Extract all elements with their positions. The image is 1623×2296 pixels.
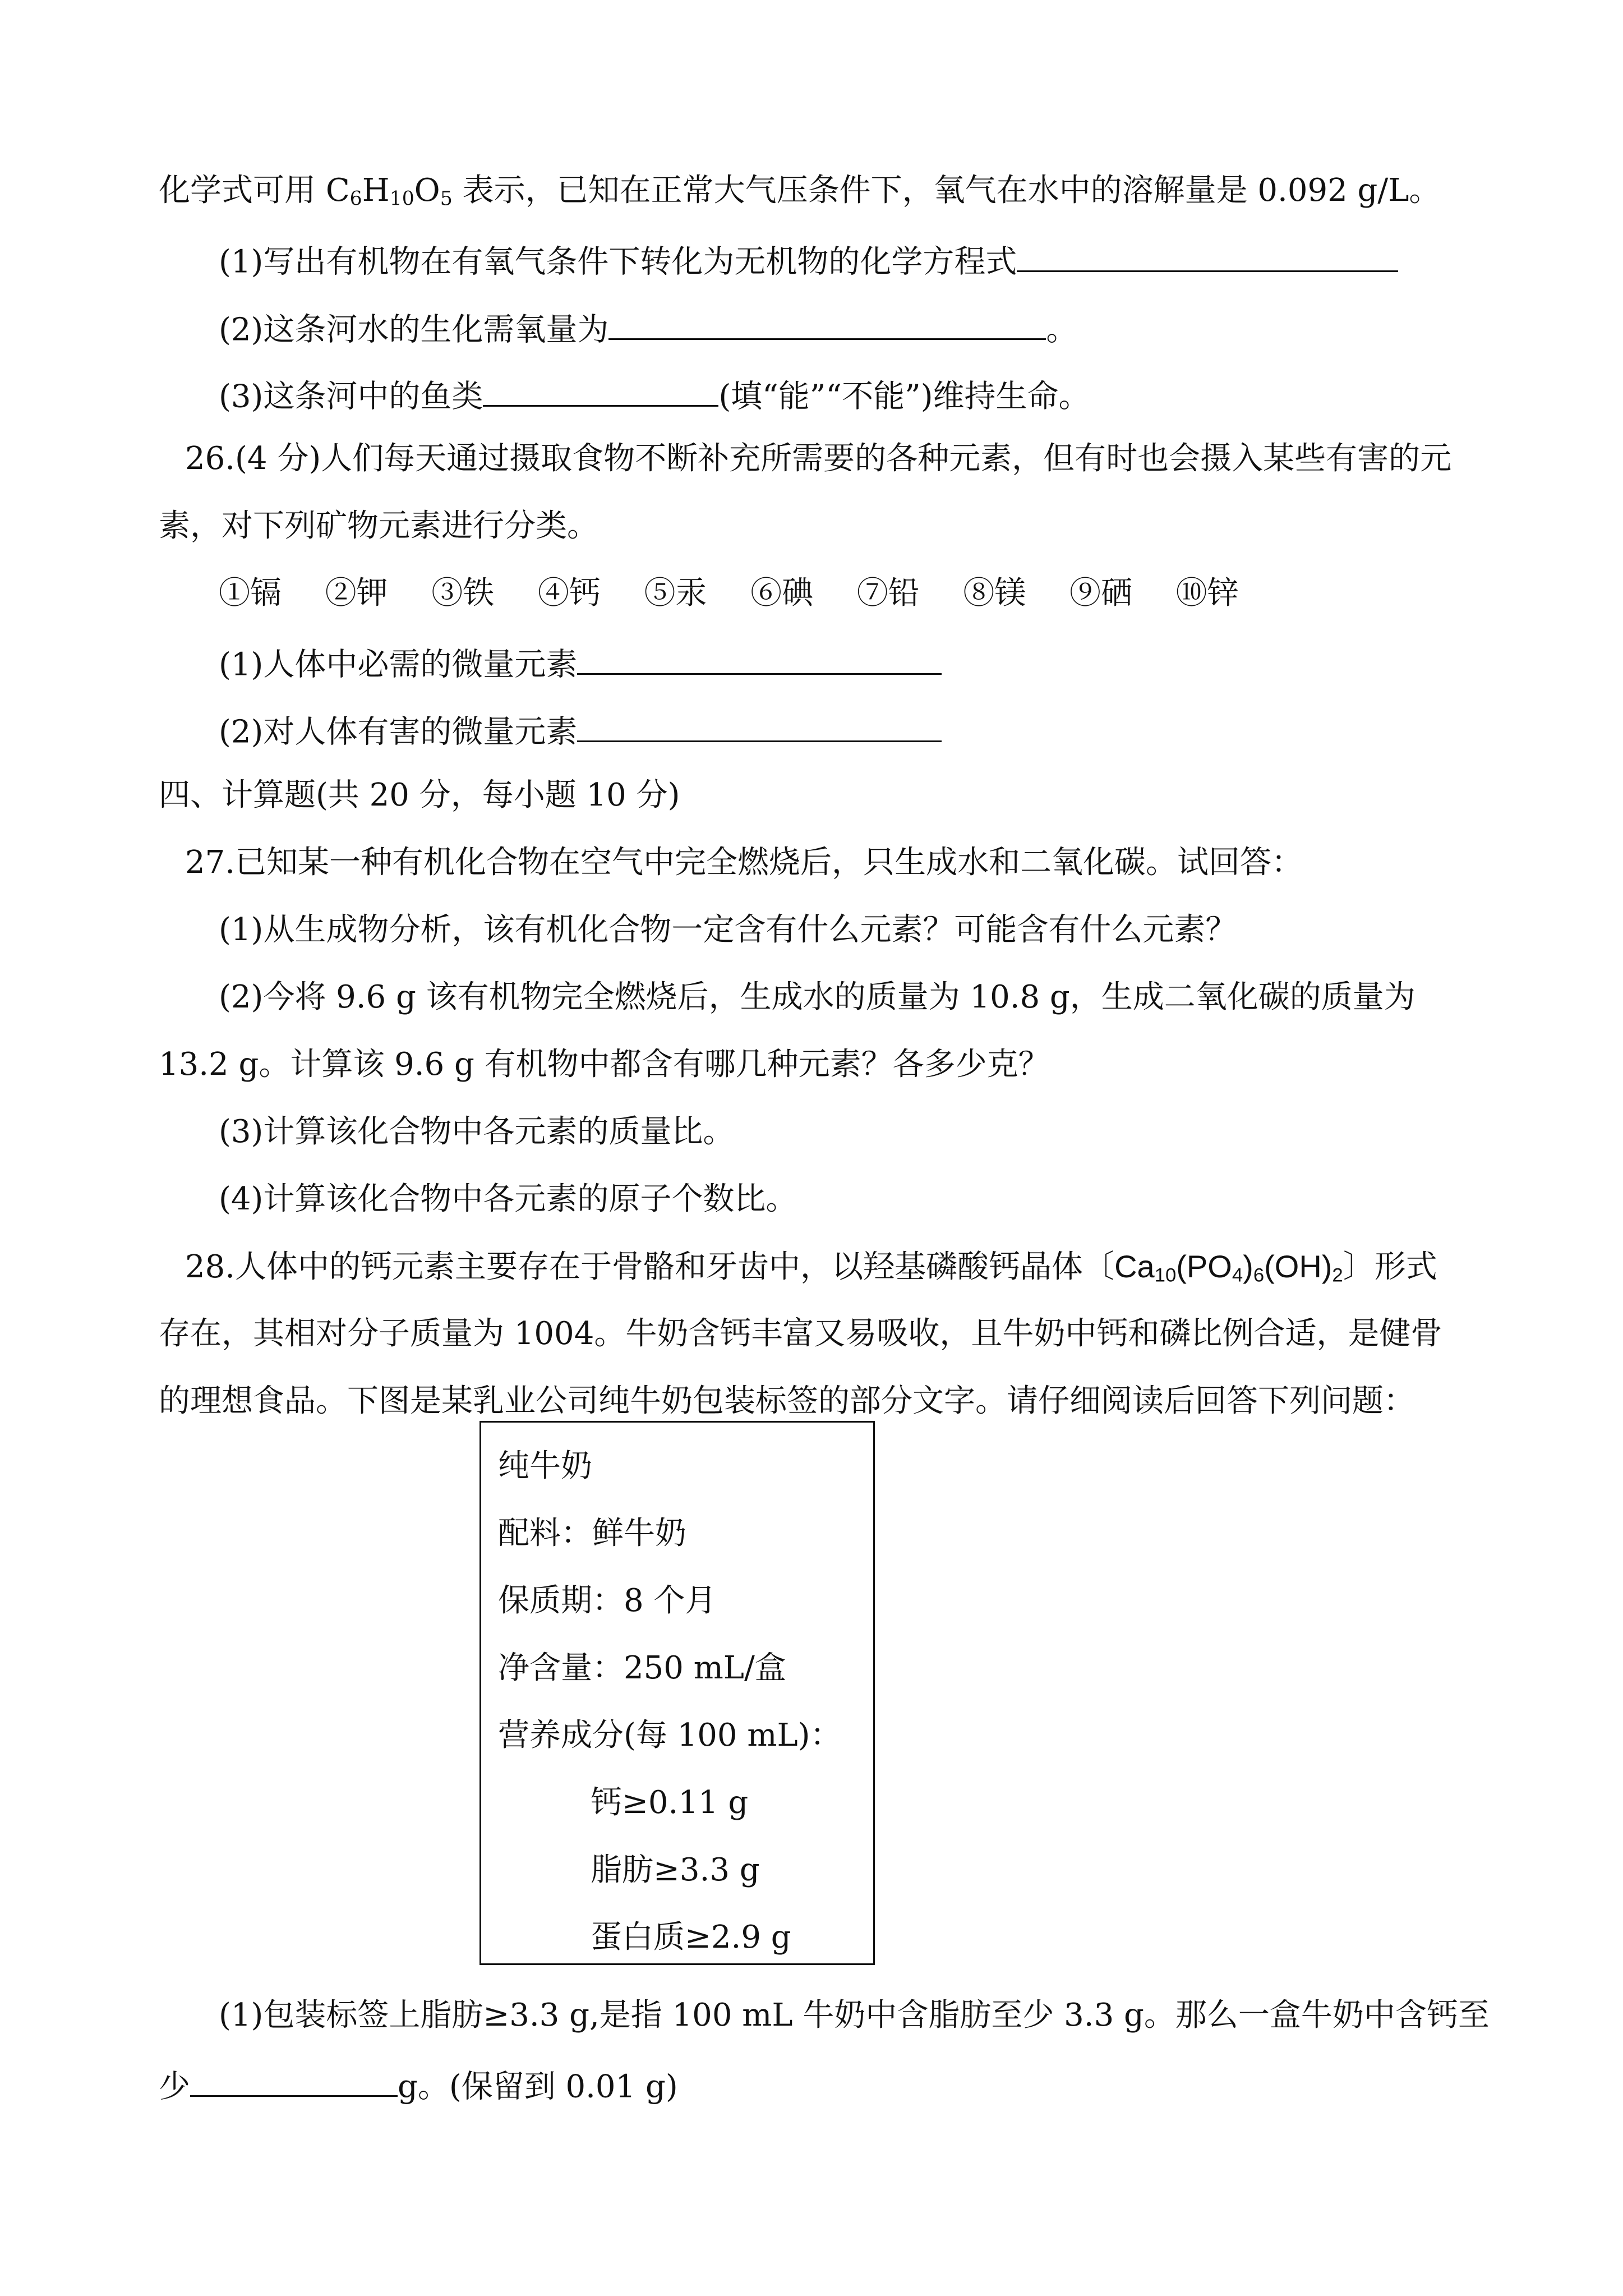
answer-blank[interactable]: [608, 310, 1046, 340]
element-item: ⑩锌: [1175, 575, 1239, 611]
answer-blank[interactable]: [577, 645, 942, 675]
element-item: ①镉: [219, 575, 282, 611]
element-item: ②钾: [325, 575, 388, 611]
q28-part-1-line1: (1)包装标签上脂肪≥3.3 g,是指 100 mL 牛奶中含脂肪至少 3.3 g。那么一盒牛奶中含钙至: [219, 1997, 1490, 2033]
intro-text-a: 化学式可用: [159, 172, 326, 209]
element-item: ⑤汞: [644, 575, 707, 611]
label-nutrition-title: 营养成分(每 100 mL)：: [498, 1717, 842, 1754]
q26-stem-line2: 素，对下列矿物元素进行分类。: [159, 508, 598, 544]
q25-part-3: (3)这条河中的鱼类 (填“能”“不能”)维持生命。: [219, 377, 1090, 412]
q27-part-4: (4)计算该化合物中各元素的原子个数比。: [219, 1181, 797, 1217]
label-net-content: 净含量：250 mL/盒: [498, 1650, 786, 1686]
formula-hydroxyapatite: $Ca_{10}(PO_4)_6(OH)_2$: [1114, 1249, 1343, 1286]
answer-blank[interactable]: [577, 712, 942, 742]
label-protein: 蛋白质≥2.9 g: [591, 1919, 791, 1955]
answer-blank[interactable]: [190, 2067, 398, 2097]
q26-stem-line1: 26.(4 分)人们每天通过摄取食物不断补充所需要的各种元素，但有时也会摄入某些有害的元: [185, 440, 1452, 477]
q27-stem: 27.已知某一种有机化合物在空气中完全燃烧后，只生成水和二氧化碳。试回答：: [185, 844, 1303, 881]
element-item: ④钙: [537, 575, 601, 611]
q26-element-list: [219, 575, 1239, 611]
milk-label-box: [479, 1421, 875, 1965]
label-product-name: 纯牛奶: [498, 1448, 592, 1484]
element-item: ③铁: [431, 575, 495, 611]
element-item: ⑦铅: [856, 575, 920, 611]
q27-part-2-line2: 13.2 g。计算该 9.6 g 有机物中都含有哪几种元素？各多少克？: [159, 1046, 1050, 1083]
intro-line: [159, 172, 1441, 210]
q28-stem-line1: 28.人体中的钙元素主要存在于骨骼和牙齿中，以羟基磷酸钙晶体〔$Ca_{10}(PO_4)_6(OH)_2$〕形式: [185, 1249, 1437, 1286]
q27-part-2-line1: (2)今将 9.6 g 该有机物完全燃烧后，生成水的质量为 10.8 g，生成二氧化碳的质量为: [219, 979, 1415, 1015]
q26-part-1: (1)人体中必需的微量元素: [219, 645, 942, 680]
q28-part-1-line2: 少 g。(保留到 0.01 g): [159, 2067, 678, 2102]
section-title: 四、计算题(共 20 分，每小题 10 分): [159, 777, 680, 813]
q25-part-2: (2)这条河水的生化需氧量为 。: [219, 310, 1077, 346]
label-fat: 脂肪≥3.3 g: [591, 1852, 760, 1888]
label-calcium: 钙≥0.11 g: [591, 1784, 749, 1821]
q28-stem-line2: 存在，其相对分子质量为 1004。牛奶含钙丰富又易吸收，且牛奶中钙和磷比例合适，是健骨: [159, 1315, 1442, 1352]
element-item: ⑥碘: [750, 575, 814, 611]
formula-c6h10o5: $C_6H_{10}O_5$: [325, 172, 453, 210]
label-ingredients: 配料：鲜牛奶: [498, 1515, 686, 1552]
label-shelf-life: 保质期：8 个月: [498, 1582, 717, 1619]
element-item: ⑨硒: [1069, 575, 1132, 611]
q26-part-2: (2)对人体有害的微量元素: [219, 712, 942, 748]
answer-blank[interactable]: [483, 377, 718, 407]
q27-part-3: (3)计算该化合物中各元素的质量比。: [219, 1114, 735, 1150]
q27-part-1: (1)从生成物分析，该有机化合物一定含有什么元素？可能含有什么元素？: [219, 912, 1237, 948]
q25-part-1: (1)写出有机物在有氧气条件下转化为无机物的化学方程式: [219, 242, 1398, 278]
intro-text-b: 表示，已知在正常大气压条件下，氧气在水中的溶解量是 0.092 g/L。: [452, 172, 1441, 209]
element-item: ⑧镁: [963, 575, 1026, 611]
q28-stem-line3: 的理想食品。下图是某乳业公司纯牛奶包装标签的部分文字。请仔细阅读后回答下列问题：: [159, 1383, 1415, 1419]
answer-blank[interactable]: [1017, 242, 1398, 272]
